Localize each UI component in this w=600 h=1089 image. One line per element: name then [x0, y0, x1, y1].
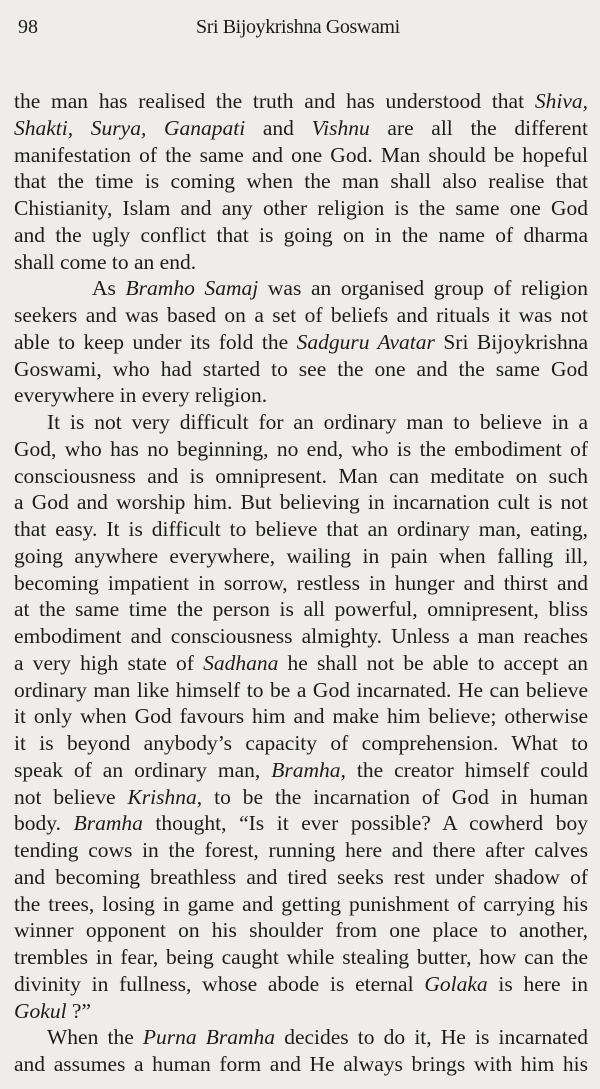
text-span: ?” [66, 998, 92, 1023]
text-span: Chistianity, Islam and any other religion is the same one God [14, 196, 588, 220]
text-line [14, 837, 588, 864]
text-line [14, 596, 588, 623]
text-line [14, 409, 588, 436]
text-line [14, 489, 588, 516]
italic-text: Shakti, Surya, Ganapati [14, 115, 246, 140]
text-span: and [245, 115, 312, 140]
text-line [14, 382, 588, 409]
text-span: Goswami, who had started to see the one and the same God [14, 356, 588, 381]
text-span: It is not very difficult for an ordinary man to believe in a [47, 410, 588, 434]
text-line [14, 944, 588, 971]
page-header [18, 16, 588, 46]
text-line [14, 730, 588, 757]
italic-text: Sadhana [203, 650, 279, 675]
text-span: seekers and was based on a set of beliefs and rituals it was not [14, 303, 588, 327]
text-span: and assumes a human form and He always brings with him his [14, 1052, 588, 1076]
italic-text: Bramha [73, 811, 143, 836]
text-line [14, 356, 588, 383]
text-span: ordinary man like himself to be a God incarnated. He can believe [14, 677, 588, 702]
text-line [14, 142, 588, 169]
text-line [14, 677, 588, 704]
italic-text: Sadguru Avatar [296, 329, 435, 354]
italic-text: Shiva, [534, 89, 588, 113]
text-span: body. [14, 811, 74, 836]
text-line [14, 168, 588, 195]
text-span: not believe [14, 784, 128, 809]
text-line [14, 971, 588, 998]
text-line [14, 757, 588, 784]
text-line [14, 249, 588, 276]
text-line [14, 543, 588, 570]
text-span: he shall not be able to accept an [278, 650, 588, 675]
text-span: and becoming breathless and tired seeks rest under shadow of [14, 864, 588, 889]
text-span: the trees, losing in game and getting punishment of carrying his [14, 891, 588, 916]
text-line [14, 891, 588, 918]
text-line [14, 623, 588, 650]
text-line [14, 570, 588, 597]
text-span: When the [47, 1025, 143, 1050]
text-line [14, 88, 588, 115]
text-span: was an organised group of religion [258, 276, 588, 301]
text-span: embodiment and consciousness almighty. Unless a man reaches [14, 624, 588, 648]
page-number: 98 [18, 16, 38, 38]
text-line [14, 650, 588, 677]
text-span: , to be the incarnation of God in human [196, 784, 588, 809]
text-span: at the same time the person is all powerful, omnipresent, bliss [14, 597, 588, 622]
text-span: everywhere in every religion. [14, 383, 268, 408]
italic-text: Bramho Samaj [125, 276, 259, 301]
text-span: Sri Bijoykrishna [434, 329, 588, 354]
text-span: , the creator himself could [340, 757, 588, 782]
text-line [14, 115, 588, 142]
text-line [14, 998, 588, 1025]
text-span: decides to do it, He is incarnated [275, 1025, 588, 1050]
text-line [14, 784, 588, 811]
text-span: that easy. It is difficult to believe that an ordinary man, eating, [14, 517, 588, 541]
italic-text: Vishnu [311, 115, 370, 140]
text-line [14, 703, 588, 730]
text-line [14, 917, 588, 944]
text-span: it is beyond anybody’s capacity of comprehension. What to [14, 731, 588, 755]
text-span: winner opponent on his shoulder from one place to another, [14, 918, 588, 943]
italic-text: Gokul [14, 998, 67, 1023]
text-line [14, 1051, 588, 1078]
text-span: a very high state of [14, 650, 204, 675]
text-span: manifestation of the same and one God. Man should be hopeful [14, 142, 588, 167]
text-span: becoming impatient in sorrow, restless in hunger and thirst and [14, 570, 588, 595]
text-span: a God and worship him. But believing in incarnation cult is not [14, 490, 588, 515]
text-line [14, 864, 588, 891]
text-span: thought, “Is it ever possible? A cowherd boy [142, 811, 588, 836]
text-line [14, 222, 588, 249]
text-span: trembles in fear, being caught while stealing butter, how can the [14, 945, 588, 969]
body-text [14, 88, 588, 1078]
text-span: and the ugly conflict that is going on in the name of dharma [14, 222, 588, 247]
text-span: are all the different [369, 115, 588, 140]
text-span: God, who has no beginning, no end, who is the embodiment of [14, 436, 588, 461]
text-span: able to keep under its fold the [14, 329, 297, 354]
text-span: the man has realised the truth and has understood that [14, 89, 535, 113]
text-line [14, 463, 588, 490]
text-line [14, 436, 588, 463]
text-line [14, 810, 588, 837]
text-span: shall come to an end. [14, 249, 197, 274]
text-span: is here in [487, 971, 588, 996]
text-line [14, 302, 588, 329]
text-line [14, 195, 588, 222]
italic-text: Bramha [271, 757, 341, 782]
text-line [14, 329, 588, 356]
text-span: speak of an ordinary man, [14, 757, 272, 782]
text-span: that the time is coming when the man shall also realise that [14, 169, 588, 194]
text-span: it only when God favours him and make him believe; otherwise [14, 704, 588, 729]
text-span: going anywhere everywhere, wailing in pain when falling ill, [14, 543, 588, 568]
italic-text: Golaka [424, 971, 488, 996]
text-span: As [92, 276, 126, 301]
text-line [14, 1024, 588, 1051]
text-span: consciousness and is omnipresent. Man can meditate on such [14, 463, 588, 488]
italic-text: Krishna [127, 784, 197, 809]
text-span: divinity in fullness, whose abode is eternal [14, 971, 425, 996]
text-line [14, 275, 588, 302]
italic-text: Purna Bramha [142, 1025, 276, 1050]
text-line [14, 516, 588, 543]
text-span: tending cows in the forest, running here and there after calves [14, 838, 588, 862]
running-title: Sri Bijoykrishna Goswami [196, 16, 400, 38]
